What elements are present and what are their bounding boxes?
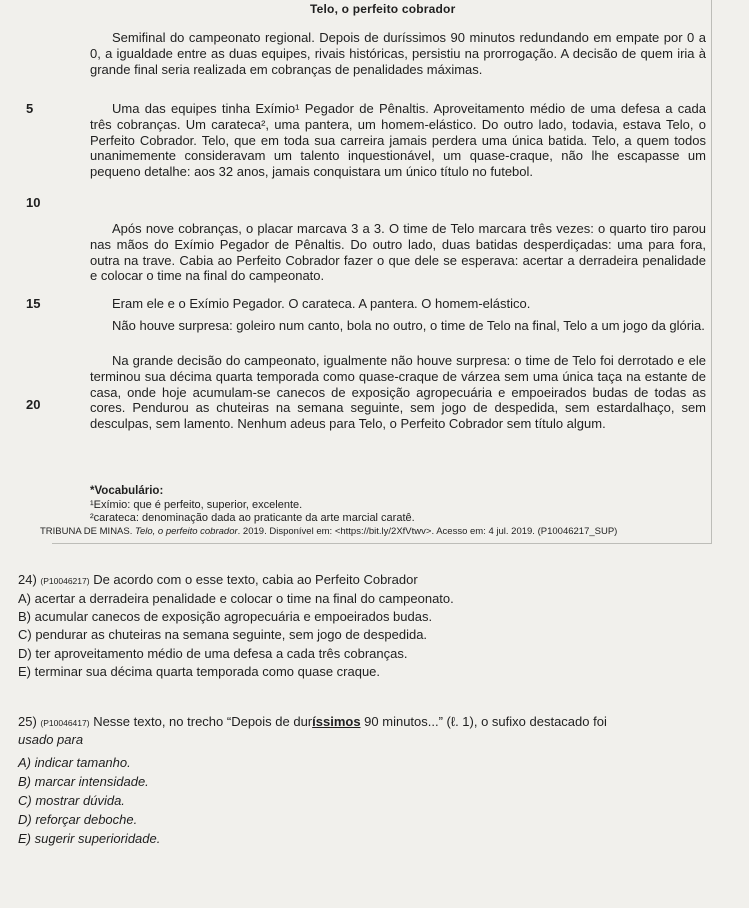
vocabulary-item: ¹Exímio: que é perfeito, superior, excelente. (90, 498, 303, 511)
source-post: . 2019. Disponível em: <https://bit.ly/2XfVtwv>. Acesso em: 4 jul. 2019. (P10046217_SUP) (237, 526, 618, 537)
question-text-a: Nesse texto, no trecho “Depois de dur (89, 714, 313, 729)
q25-option-b[interactable]: B) marcar intensidade. (18, 774, 149, 789)
q24-option-c[interactable]: C) pendurar as chuteiras na semana seguinte, sem jogo de despedida. (18, 627, 428, 642)
line-number-10: 10 (26, 195, 41, 210)
highlighted-suffix: íssimos (312, 714, 361, 729)
question-text: De acordo com o esse texto, cabia ao Perfeito Cobrador (89, 572, 418, 587)
vocabulary (90, 485, 700, 526)
question-code: (P10046217) (40, 576, 90, 586)
question-code: (P10046417) (40, 718, 90, 728)
line-number-15: 15 (26, 296, 41, 311)
q24-option-b[interactable]: B) acumular canecos de exposição agropecuária e empoeirados budas. (18, 609, 433, 624)
source-pre: TRIBUNA DE MINAS. (40, 526, 136, 537)
question-number: 25) (18, 714, 37, 729)
line-number-5: 5 (26, 101, 34, 116)
q24-option-d[interactable]: D) ter aproveitamento médio de uma defesa a cada três cobranças. (18, 646, 408, 661)
paragraph-6: Na grande decisão do campeonato, igualmente não houve surpresa: o time de Telo foi derrotado e ele terminou sua décima quarta temporada como quase-craque de várzea sem uma única taça na estante de casa, onde hoje acumulam-se canecos de exposição agropecuária e empoeirados budas de todas as cores. Pendurou as chuteiras na semana seguinte, sem jogo de despedida, sem estardalhaço, sem desculpas, sem lamento. Nenhum adeus para Telo, o Perfeito Cobrador sem título algum. (90, 353, 706, 432)
paragraph-1: Semifinal do campeonato regional. Depois de duríssimos 90 minutos redundando em empate por 0 a 0, a igualdade entre as duas equipes, rivais históricas, persistiu na prorrogação. A decisão de quem iria à grande final seria realizada em cobranças de penalidades máximas. (90, 30, 706, 77)
vocabulary-item: ²carateca: denominação dada ao praticante da arte marcial caratê. (90, 512, 415, 524)
q24-option-e[interactable]: E) terminar sua décima quarta temporada como quase craque. (18, 664, 381, 679)
paragraph-5: Não houve surpresa: goleiro num canto, bola no outro, o time de Telo na final, Telo a um jogo da glória. (112, 318, 705, 333)
paragraph-3: Após nove cobranças, o placar marcava 3 a 3. O time de Telo marcara três vezes: o quarto tiro parou nas mãos do Exímio Pegador de Pênaltis. Do outro lado, duas batidas desperdiçadas: uma para fora, outra na trave. Cabia ao Perfeito Cobrador fazer o que dele se esperava: acertar a derradeira penalidade e colocar o time na final do campeonato. (90, 221, 706, 284)
line-number-20: 20 (26, 397, 41, 412)
text-title: Telo, o perfeito cobrador (310, 2, 456, 16)
question-25-stem-line2: usado para (18, 732, 84, 747)
q25-option-c[interactable]: C) mostrar dúvida. (18, 793, 125, 808)
vocabulary-title: *Vocabulário: (90, 485, 164, 497)
question-24-stem (18, 572, 746, 587)
q25-option-a[interactable]: A) indicar tamanho. (18, 755, 131, 770)
source-citation (40, 526, 740, 537)
q24-option-a[interactable]: A) acertar a derradeira penalidade e colocar o time na final do campeonato. (18, 591, 454, 606)
q25-option-e[interactable]: E) sugerir superioridade. (18, 831, 161, 846)
question-text-b: 90 minutos...” (ℓ. 1), o sufixo destacado foi (360, 714, 607, 729)
question-25-stem (18, 714, 746, 729)
q25-option-d[interactable]: D) reforçar deboche. (18, 812, 138, 827)
paragraph-4: Eram ele e o Exímio Pegador. O carateca. A pantera. O homem-elástico. (112, 296, 531, 311)
question-number: 24) (18, 572, 37, 587)
paragraph-2: Uma das equipes tinha Exímio¹ Pegador de Pênaltis. Aproveitamento médio de uma defesa a cada três cobranças. Um carateca², uma pantera, um homem-elástico. Do outro lado, todavia, estava Telo, o Perfeito Cobrador. Telo, que em toda sua carreira jamais perdera uma única batida. Telo, a quem todos unanimemente consideravam um talento inquestionável, um quase-craque, não lhe escapasse um pequeno detalhe: aos 32 anos, jamais conquistara um único título no futebol. (90, 101, 706, 180)
source-title: Telo, o perfeito cobrador (135, 526, 238, 537)
